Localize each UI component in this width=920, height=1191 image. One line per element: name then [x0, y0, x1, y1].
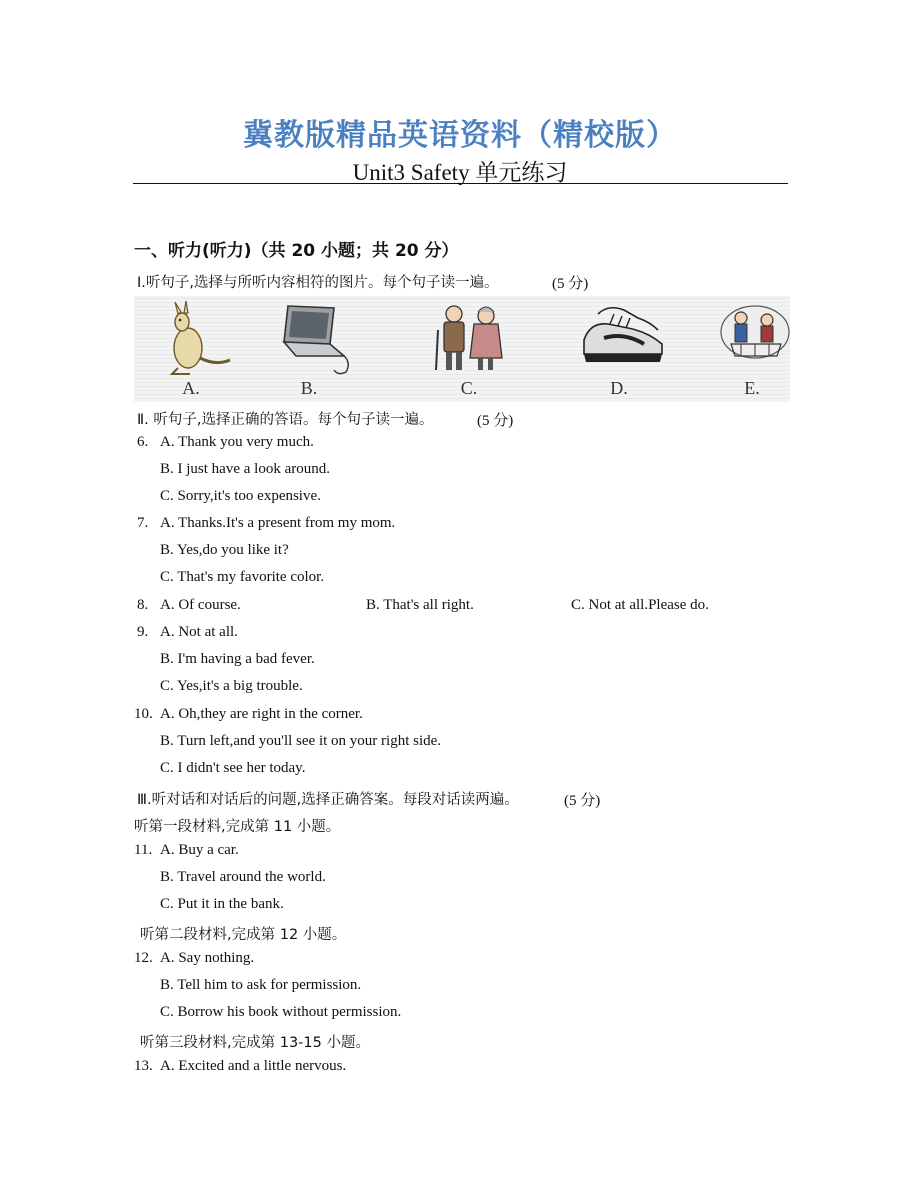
- option: A. Of course.: [160, 597, 241, 613]
- material-intro: 听第三段材料,完成第 13-15 小题。: [140, 1035, 370, 1051]
- option: A. Not at all.: [160, 624, 238, 640]
- option: B. I'm having a bad fever.: [160, 651, 315, 667]
- section-heading: 一、听力(听力)（共 20 小题；共 20 分）: [134, 241, 459, 261]
- option: A. Excited and a little nervous.: [160, 1058, 347, 1074]
- option: C. I didn't see her today.: [160, 760, 306, 776]
- question-number: 12.: [134, 950, 153, 966]
- option: C. Sorry,it's too expensive.: [160, 488, 321, 504]
- part1-instruction: Ⅰ.听句子,选择与所听内容相符的图片。每个句子读一遍。: [137, 275, 499, 291]
- option: B. That's all right.: [366, 597, 474, 613]
- question-number: 8.: [137, 597, 149, 613]
- document-banner: 冀教版精品英语资料（精校版）: [243, 118, 677, 153]
- picture-b: [254, 296, 364, 402]
- sneakers-icon: [578, 300, 668, 378]
- option: A. Say nothing.: [160, 950, 255, 966]
- part3-instruction: Ⅲ.听对话和对话后的问题,选择正确答案。每段对话读两遍。: [137, 792, 519, 808]
- picture-a: [136, 296, 246, 402]
- part2-instruction: Ⅱ. 听句子,选择正确的答语。每个句子读一遍。: [137, 412, 434, 428]
- question-number: 6.: [137, 434, 149, 450]
- option: C. Borrow his book without permission.: [160, 1004, 402, 1020]
- option: C. Not at all.Please do.: [571, 597, 709, 613]
- document-subtitle: Unit3 Safety 单元练习: [352, 160, 568, 185]
- question-number: 11.: [134, 842, 153, 858]
- option: B. Turn left,and you'll see it on your right side.: [160, 733, 442, 749]
- picture-label: A.: [182, 378, 200, 398]
- part1-score: (5 分): [552, 276, 589, 292]
- question-number: 10.: [134, 706, 153, 722]
- option: A. Buy a car.: [160, 842, 239, 858]
- part2-score: (5 分): [477, 413, 514, 429]
- option: C. Yes,it's a big trouble.: [160, 678, 303, 694]
- picture-label: B.: [300, 378, 318, 398]
- option: B. Yes,do you like it?: [160, 542, 289, 558]
- option: C. That's my favorite color.: [160, 569, 325, 585]
- option: A. Thanks.It's a present from my mom.: [160, 515, 396, 531]
- picture-d: [564, 296, 674, 402]
- question-number: 9.: [137, 624, 149, 640]
- question-number: 13.: [134, 1058, 153, 1074]
- option: B. Travel around the world.: [160, 869, 326, 885]
- material-intro: 听第一段材料,完成第 11 小题。: [134, 819, 341, 835]
- question-number: 7.: [137, 515, 149, 531]
- laptop-icon: [268, 300, 352, 378]
- picture-strip: [134, 296, 790, 402]
- title-divider: [133, 183, 788, 184]
- option: B. Tell him to ask for permission.: [160, 977, 362, 993]
- option: A. Thank you very much.: [160, 434, 314, 450]
- kangaroo-icon: [150, 300, 234, 378]
- picture-label: D.: [610, 378, 628, 398]
- material-intro: 听第二段材料,完成第 12 小题。: [140, 927, 347, 943]
- elderly-couple-icon: [428, 300, 512, 378]
- picture-label: E.: [744, 378, 760, 398]
- children-playing-icon: [711, 300, 795, 378]
- option: C. Put it in the bank.: [160, 896, 284, 912]
- option: B. I just have a look around.: [160, 461, 330, 477]
- option: A. Oh,they are right in the corner.: [160, 706, 363, 722]
- picture-label: C.: [460, 378, 478, 398]
- picture-e: [697, 296, 807, 402]
- picture-c: [414, 296, 524, 402]
- part3-score: (5 分): [564, 793, 601, 809]
